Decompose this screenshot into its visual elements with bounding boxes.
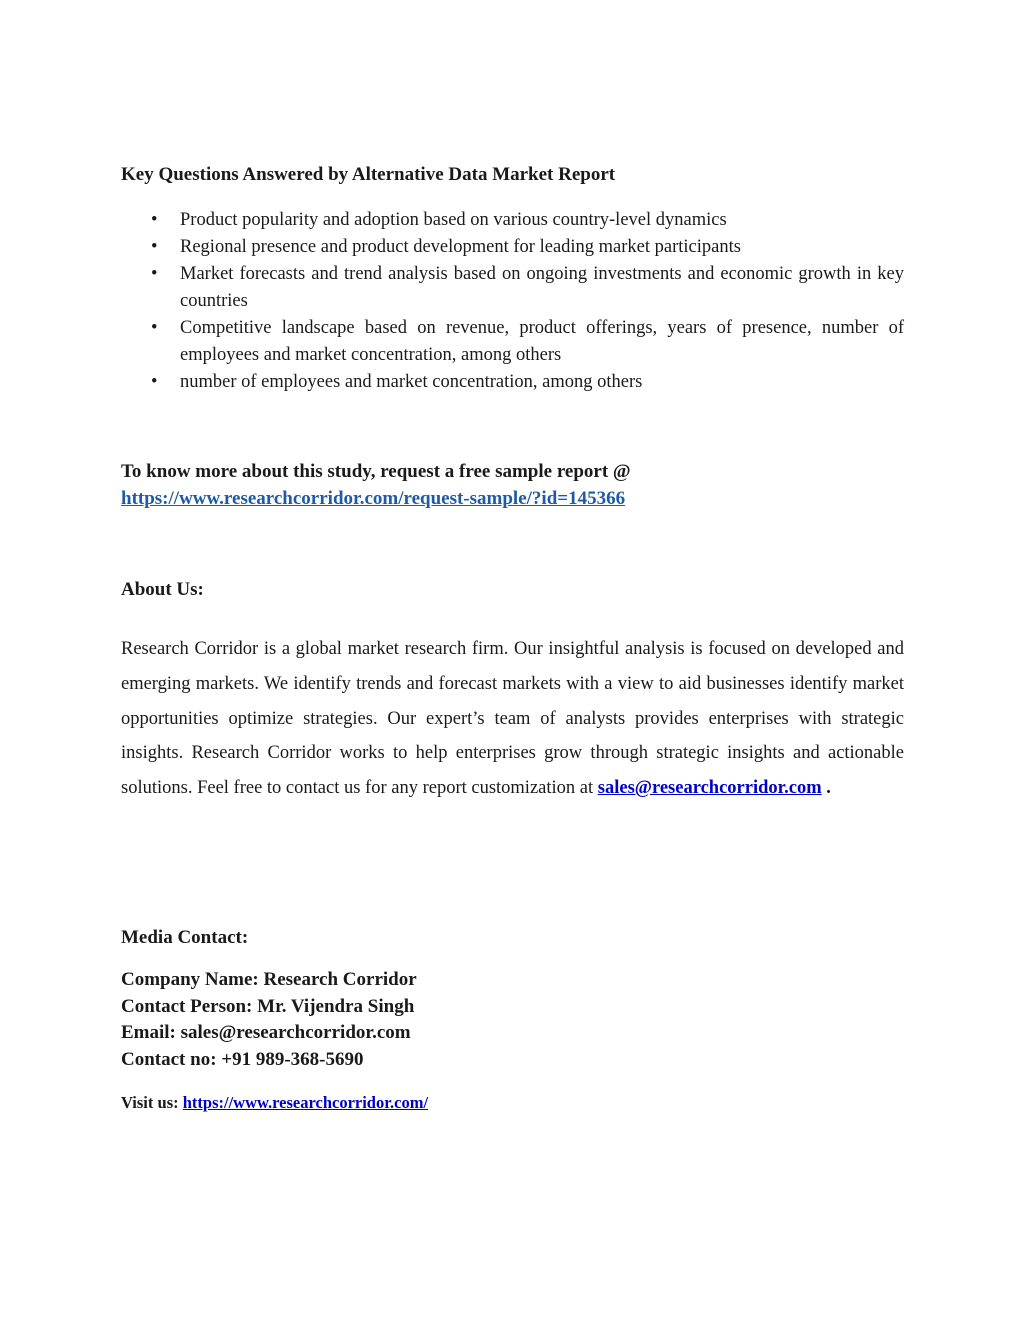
sample-request-link[interactable]: https://www.researchcorridor.com/request-sample/?id=145366	[121, 488, 626, 509]
contact-person: Contact Person: Mr. Vijendra Singh	[121, 996, 415, 1017]
list-item: • number of employees and market concentration, among others	[121, 369, 904, 396]
list-item: • Market forecasts and trend analysis based on ongoing investments and economic growth in key countries	[121, 261, 904, 315]
company-name: Company Name: Research Corridor	[121, 969, 417, 990]
list-item: • Regional presence and product development for leading market participants	[121, 234, 904, 261]
about-us-heading: About Us:	[121, 579, 204, 600]
key-questions-heading: Key Questions Answered by Alternative Data Market Report	[121, 164, 616, 185]
website-link[interactable]: https://www.researchcorridor.com/	[182, 1093, 429, 1112]
list-item: • Competitive landscape based on revenue, product offerings, years of presence, number of employees and market concentration, among others	[121, 315, 904, 369]
contact-phone: Contact no: +91 989-368-5690	[121, 1049, 364, 1070]
visit-us	[121, 1093, 428, 1113]
key-questions-list	[121, 207, 904, 396]
contact-email: Email: sales@researchcorridor.com	[121, 1022, 411, 1043]
about-us-text: Research Corridor is a global market research firm. Our insightful analysis is focused on developed and emerging markets. We identify trends and forecast markets with a view to aid businesses identify market opportunities optimize strategies. Our expert’s team of analysts provides enterprises with strategic insights. Research Corridor works to help enterprises grow through strategic insights and actionable solutions. Feel free to contact us for any report customization at	[121, 639, 904, 799]
about-us-paragraph	[121, 632, 904, 806]
visit-us-label: Visit us:	[121, 1093, 183, 1112]
media-contact-heading: Media Contact:	[121, 927, 249, 948]
about-us-end: .	[821, 778, 831, 799]
list-item: • Product popularity and adoption based on various country-level dynamics	[121, 207, 904, 234]
sales-email-link[interactable]: sales@researchcorridor.com	[597, 778, 822, 799]
sample-request-text: To know more about this study, request a free sample report @	[121, 461, 631, 482]
